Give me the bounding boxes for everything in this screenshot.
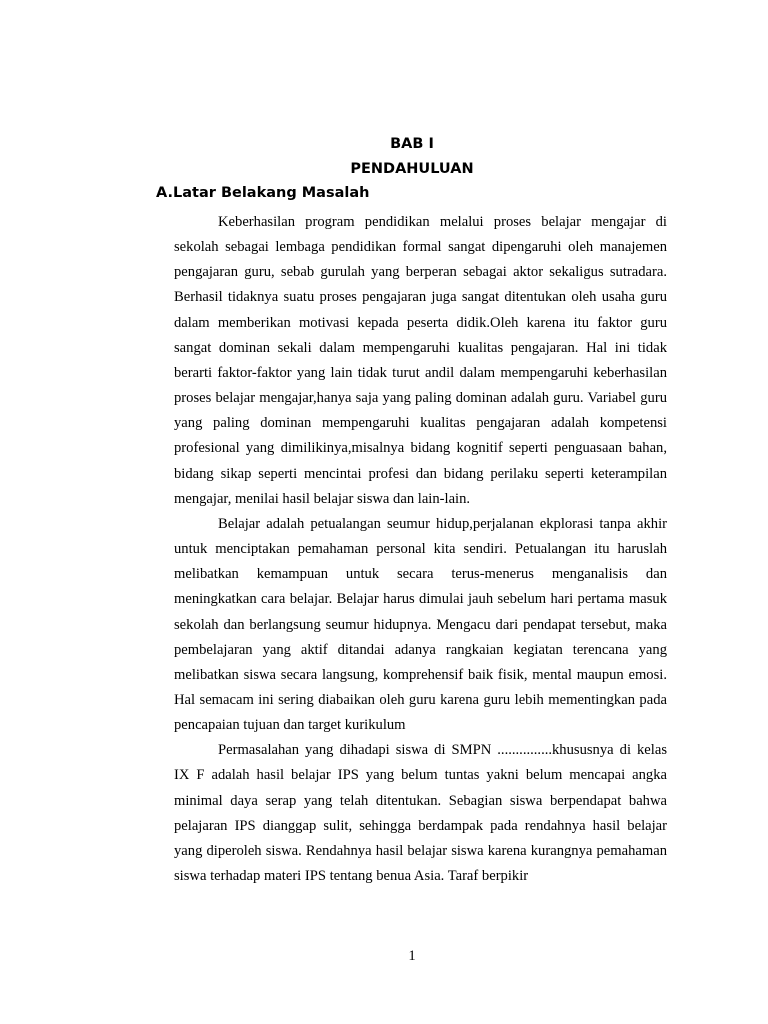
chapter-label: BAB I: [390, 136, 434, 152]
paragraph-2: Belajar adalah petualangan seumur hidup,perjalanan ekplorasi tanpa akhir untuk menciptakan pemahaman personal kita sendiri. Petualangan itu haruslah melibatkan kemampuan untuk secara terus-menerus menganalisis dan meningkatkan cara belajar. Belajar harus dimulai jauh sebelum hari pertama masuk sekolah dan berlangsung seumur hidupnya. Mengacu dari pendapat tersebut, maka pembelajaran yang aktif ditandai adanya rangkaian kegiatan terencana yang melibatkan siswa secara langsung, komprehensif baik fisik, mental maupun emosi. Hal semacam ini sering diabaikan oleh guru karena guru lebih mementingkan pada pencapaian tujuan dan target kurikulum: [174, 515, 667, 734]
paragraph-3: Permasalahan yang dihadapi siswa di SMPN ...............khususnya di kelas IX F adalah hasil belajar IPS yang belum tuntas yakni belum mencapai angka minimal daya serap yang telah ditentukan. Sebagian siswa berpendapat bahwa pelajaran IPS dianggap sulit, sehingga berdampak pada rendahnya hasil belajar yang diperoleh siswa. Rendahnya hasil belajar siswa karena kurangnya pemahaman siswa terhadap materi IPS tentang benua Asia. Taraf berpikir: [174, 742, 667, 885]
page-number: 1: [408, 948, 416, 964]
paragraph-1: Keberhasilan program pendidikan melalui proses belajar mengajar di sekolah sebagai lembaga pendidikan formal sangat dipengaruhi oleh manajemen pengajaran guru, sebab gurulah yang berperan sebagai aktor sekaligus sutradara. Berhasil tidaknya suatu proses pengajaran juga sangat ditentukan oleh usaha guru dalam memberikan motivasi kepada peserta didik.Oleh karena itu faktor guru sangat dominan sekali dalam mempengaruhi kualitas pengajaran. Hal ini tidak berarti faktor-faktor yang lain tidak turut andil dalam mempengaruhi keberhasilan proses belajar mengajar,hanya saja yang paling dominan adalah guru. Variabel guru yang paling dominan mempengaruhi kualitas pengajaran adalah kompetensi profesional yang dimilikinya,misalnya bidang kognitif seperti penguasaan bahan, bidang sikap seperti mencintai profesi dan bidang perilaku seperti keterampilan mengajar, menilai hasil belajar siswa dan lain-lain.: [174, 214, 667, 507]
section-heading: A.Latar Belakang Masalah: [156, 185, 370, 201]
body-text: [174, 210, 667, 889]
chapter-title: PENDAHULUAN: [350, 161, 474, 177]
